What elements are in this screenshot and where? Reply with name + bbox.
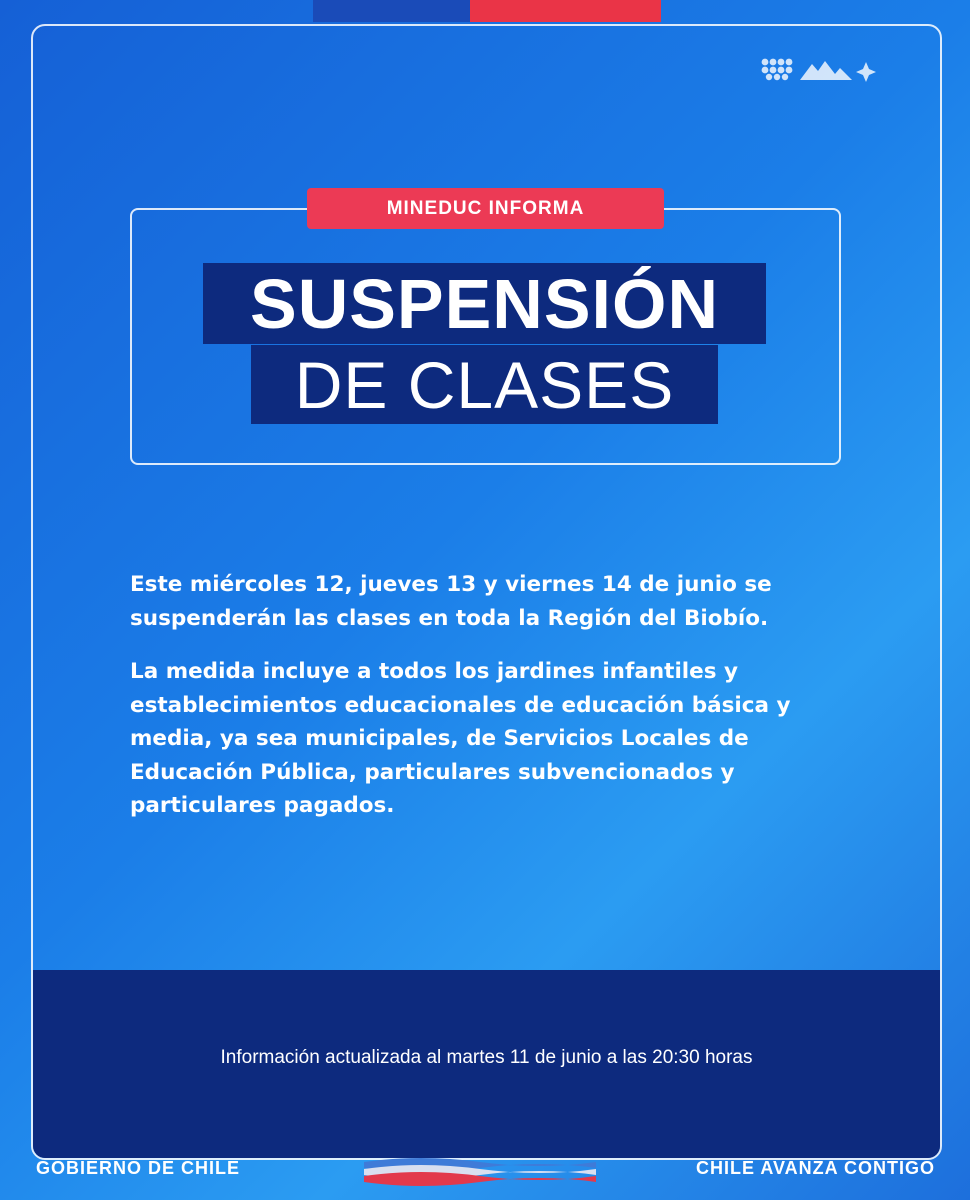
announcement-paragraph-1: Este miércoles 12, jueves 13 y viernes 14 de junio se suspenderán las clases en toda la Región del Biobío. (130, 572, 772, 631)
update-note: Información actualizada al martes 11 de junio a las 20:30 horas (220, 1047, 753, 1068)
title-de-clases: DE CLASES (251, 345, 718, 424)
title-suspension: SUSPENSIÓN (203, 263, 766, 344)
top-stripe-blue (313, 0, 470, 22)
brand-mark-icon (760, 56, 900, 82)
mineduc-badge: MINEDUC INFORMA (307, 188, 664, 229)
top-stripe-red (470, 0, 661, 22)
flag-waves-icon (360, 1152, 600, 1186)
chile-avanza-contigo-slogan: CHILE AVANZA CONTIGO (696, 1158, 935, 1178)
announcement-paragraph-2: La medida incluye a todos los jardines infantiles y establecimientos educacionales de educación básica y media, ya sea municipales, de Servicios Locales de Educación Pública, particulares subvencionados y particulares pagados. (130, 659, 791, 818)
gobierno-de-chile-logo: GOBIERNO DE CHILE (36, 1158, 241, 1178)
footer-panel (33, 970, 940, 1158)
announcement-body (130, 568, 860, 823)
